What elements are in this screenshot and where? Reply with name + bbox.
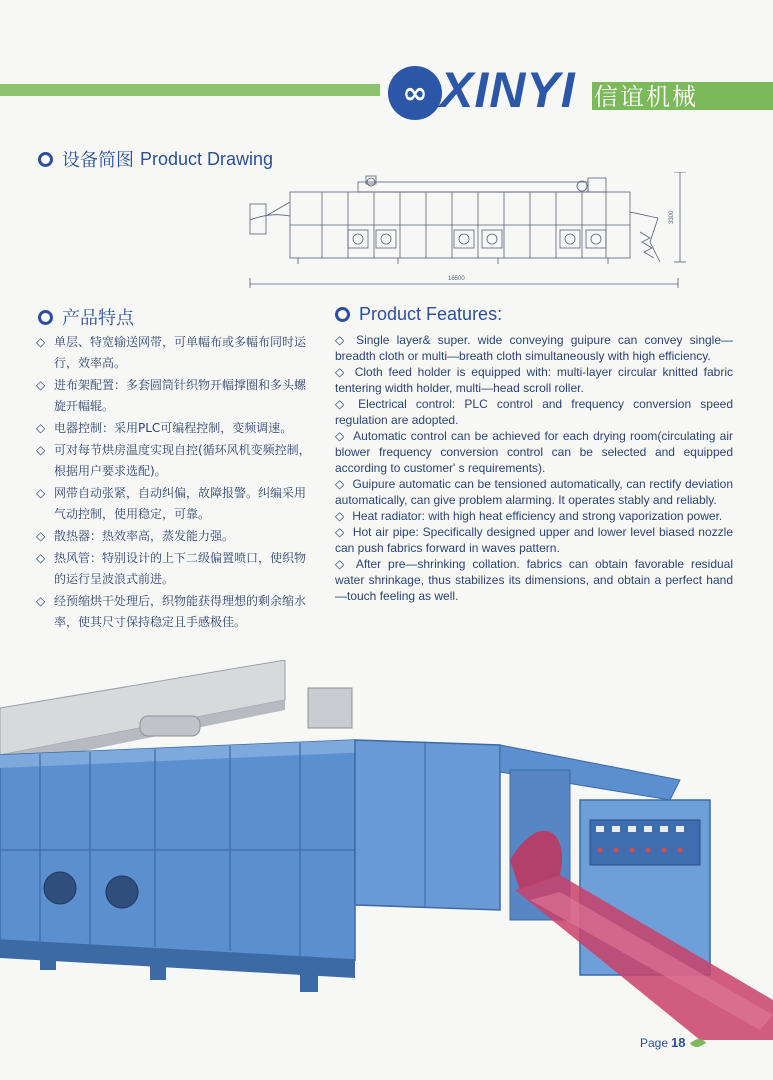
diamond-bullet-icon: ◇ (335, 333, 349, 347)
list-item: ◇ 热风管：特别设计的上下二级偏置喷口，使织物的运行呈波浪式前进。 (36, 548, 316, 590)
list-item: ◇ Cloth feed holder is equipped with: multi-layer circular knitted fabric tentering width holder, multi—head scroll roller. (335, 365, 734, 395)
diamond-bullet-icon: ◇ (36, 443, 46, 457)
features-cn-title-text: 产品特点 (62, 308, 134, 329)
features-cn-title (38, 304, 134, 330)
diamond-bullet-icon: ◇ (335, 477, 345, 491)
dimension-length-label: 16500 (448, 276, 465, 282)
page-number-value: 18 (671, 1035, 686, 1050)
list-item: ◇ 电器控制：采用PLC可编程控制，变频调速。 (36, 418, 316, 439)
list-item: ◇ Hot air pipe: Specifically designed upper and lower level biased nozzle can push fabrics forward in waves pattern. (335, 525, 733, 555)
diamond-bullet-icon: ◇ (36, 378, 46, 392)
bullet-ring-icon (38, 310, 53, 325)
drawing-title-en: Product Drawing (140, 148, 274, 169)
diamond-bullet-icon: ◇ (335, 557, 348, 571)
list-item: ◇ 散热器：热效率高，蒸发能力强。 (36, 526, 316, 547)
leaf-icon (689, 1036, 705, 1050)
list-item: ◇ 可对每节烘房温度实现自控(循环风机变频控制，根据用户要求选配)。 (36, 440, 316, 482)
brand-cn-name: 信谊机械 (594, 83, 698, 111)
page-number (640, 1035, 705, 1050)
diamond-bullet-icon: ◇ (335, 429, 346, 443)
brand-logo-icon: ∞ (388, 66, 442, 120)
list-item: ◇ Electrical control: PLC control and frequency conversion speed regulation are adopted. (335, 397, 733, 427)
list-item: ◇ Automatic control can be achieved for each drying room(circulating air blower frequency conversion control can be selected and equipped according to customer' s requirements). (335, 429, 733, 475)
features-en-title-text: Product Features: (359, 304, 503, 324)
list-item: ◇ After pre—shrinking collation. fabrics can obtain favorable residual water shrinkage, thus stabilizes its dimensions, and obtain a perfect hand—touch feeling as well. (335, 557, 734, 603)
bullet-ring-icon (335, 307, 350, 322)
features-en-title (335, 304, 502, 325)
drawing-section-title (38, 146, 273, 172)
product-drawing (248, 172, 693, 290)
diamond-bullet-icon: ◇ (335, 397, 351, 411)
dimension-height-label: 3300 (669, 210, 675, 224)
features-en-list (335, 332, 733, 604)
brand-name: XINYI (440, 62, 576, 118)
diamond-bullet-icon: ◇ (335, 525, 345, 539)
list-item: ◇ 进布架配置：多套圆筒针织物开幅撑圈和多头螺旋开幅辊。 (36, 375, 316, 417)
diamond-bullet-icon: ◇ (36, 529, 46, 543)
drawing-title-cn: 设备简图 (62, 150, 134, 171)
diamond-bullet-icon: ◇ (36, 335, 46, 349)
diamond-bullet-icon: ◇ (36, 421, 46, 435)
diamond-bullet-icon: ◇ (36, 551, 46, 565)
list-item: ◇ Single layer& super. wide conveying guipure can convey single—breadth cloth or multi—breath cloth simultaneously with high efficiency. (335, 333, 734, 363)
features-cn-list (36, 332, 316, 634)
diamond-bullet-icon: ◇ (36, 486, 46, 500)
bullet-ring-icon (38, 152, 53, 167)
diamond-bullet-icon: ◇ (36, 594, 46, 608)
diamond-bullet-icon: ◇ (335, 365, 347, 379)
list-item: ◇ 经预缩烘干处理后，织物能获得理想的剩余缩水率，使其尺寸保持稳定且手感极佳。 (36, 591, 316, 633)
diamond-bullet-icon: ◇ (335, 509, 345, 523)
list-item: ◇ Heat radiator: with high heat efficiency and strong vaporization power. (335, 509, 723, 523)
page-label: Page (640, 1035, 669, 1050)
list-item: ◇ 网带自动张紧，自动纠偏，故障报警。纠编采用气动控制，使用稳定，可靠。 (36, 483, 316, 525)
machine-photo (0, 660, 773, 1040)
list-item: ◇ 单层、特宽输送网带，可单幅布或多幅布同时运行，效率高。 (36, 332, 316, 374)
header-band-left (0, 84, 380, 96)
list-item: ◇ Guipure automatic can be tensioned automatically, can rectify deviation automatically, can give problem alarming. It operates stably and reliably. (335, 477, 733, 507)
